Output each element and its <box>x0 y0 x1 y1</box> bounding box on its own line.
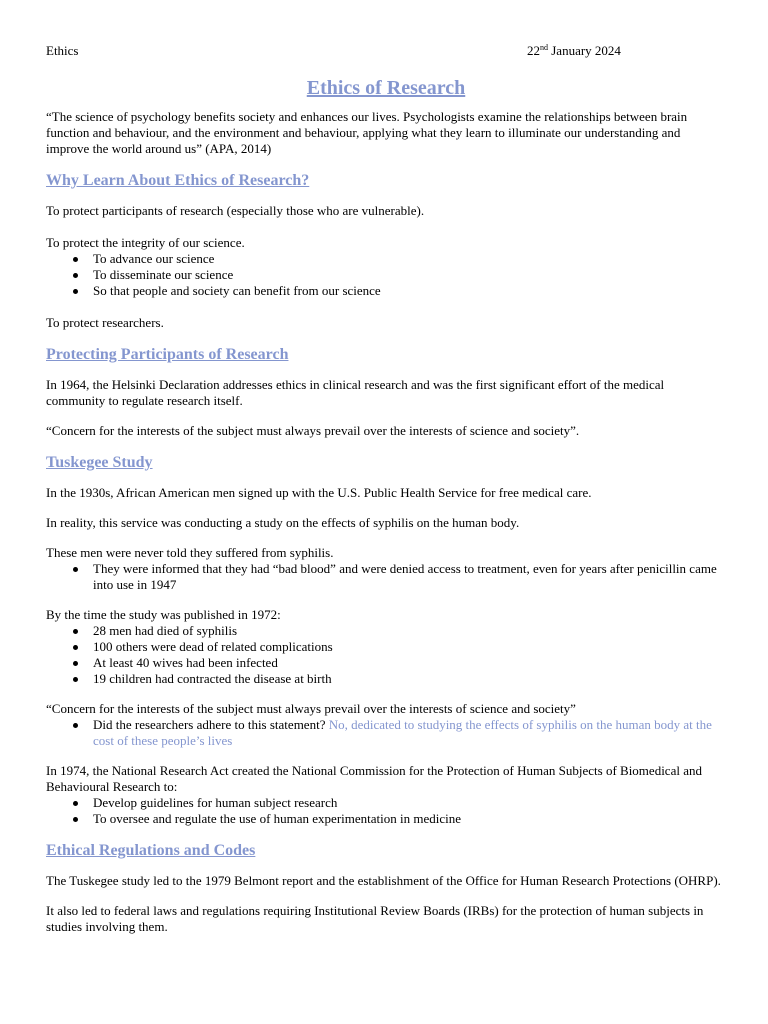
why-paragraph-1: To protect participants of research (especially those who are vulnerable). <box>46 203 425 218</box>
heading-tuskegee: Tuskegee Study <box>46 454 153 471</box>
list-item: To disseminate our science <box>93 267 726 283</box>
tuskegee-question-list <box>46 717 726 749</box>
heading-why-learn: Why Learn About Ethics of Research? <box>46 172 310 189</box>
list-item: To oversee and regulate the use of human experimentation in medicine <box>93 811 726 827</box>
tuskegee-paragraph-3: These men were never told they suffered from syphilis. <box>46 545 334 560</box>
tuskegee-paragraph-1: In the 1930s, African American men signed up with the U.S. Public Health Service for free medical care. <box>46 485 592 500</box>
list-item: 28 men had died of syphilis <box>93 623 726 639</box>
tuskegee-paragraph-5: “Concern for the interests of the subject must always prevail over the interests of science and society” <box>46 701 576 716</box>
document-body <box>46 76 726 935</box>
header-date-rest: January 2024 <box>548 43 621 58</box>
list-item: They were informed that they had “bad blood” and were denied access to treatment, even for years after penicillin came into use in 1947 <box>93 561 726 593</box>
protecting-paragraph-1: In 1964, the Helsinki Declaration addresses ethics in clinical research and was the first significant effort of the medical community to regulate research itself. <box>46 377 665 408</box>
list-item: So that people and society can benefit from our science <box>93 283 726 299</box>
why-paragraph-3: To protect researchers. <box>46 315 164 330</box>
header-date <box>527 43 621 59</box>
heading-protecting-participants: Protecting Participants of Research <box>46 346 289 363</box>
tuskegee-paragraph-2: In reality, this service was conducting a study on the effects of syphilis on the human body. <box>46 515 520 530</box>
tuskegee-bullet-list-3 <box>46 795 726 827</box>
header-date-suffix: nd <box>540 43 548 52</box>
list-item: 19 children had contracted the disease at birth <box>93 671 726 687</box>
list-item: To advance our science <box>93 251 726 267</box>
why-paragraph-2: To protect the integrity of our science. <box>46 235 245 250</box>
list-item: At least 40 wives had been infected <box>93 655 726 671</box>
question-text: Did the researchers adhere to this statement? <box>93 717 329 732</box>
regulations-paragraph-2: It also led to federal laws and regulations requiring Institutional Review Boards (IRBs) for the protection of human subjects in studies involving them. <box>46 903 704 934</box>
header-subject: Ethics <box>46 43 79 58</box>
header-date-day: 22 <box>527 43 540 58</box>
why-bullet-list <box>46 251 726 299</box>
protecting-paragraph-2: “Concern for the interests of the subject must always prevail over the interests of science and society”. <box>46 423 580 438</box>
answer-text: No, dedicated to studying the effects of syphilis on the human body at the cost of these people’s lives <box>93 717 712 748</box>
tuskegee-paragraph-4: By the time the study was published in 1972: <box>46 607 281 622</box>
intro-quote: “The science of psychology benefits society and enhances our lives. Psychologists examine the relationships between brain function and behaviour, and the environment and behaviour, applying what they learn to illuminate our understanding and improve the world around us” (APA, 2014) <box>46 109 688 156</box>
tuskegee-bullet-list-2 <box>46 623 726 687</box>
page-header <box>46 43 722 59</box>
list-item: 100 others were dead of related complications <box>93 639 726 655</box>
list-item <box>93 717 726 749</box>
heading-ethical-regulations: Ethical Regulations and Codes <box>46 842 256 859</box>
tuskegee-paragraph-6: In 1974, the National Research Act created the National Commission for the Protection of Human Subjects of Biomedical and Behavioural Research to: <box>46 763 702 794</box>
list-item: Develop guidelines for human subject research <box>93 795 726 811</box>
tuskegee-bullet-list-1 <box>46 561 726 593</box>
regulations-paragraph-1: The Tuskegee study led to the 1979 Belmont report and the establishment of the Office for Human Research Protections (OHRP). <box>46 873 721 888</box>
document-title: Ethics of Research <box>306 77 466 99</box>
